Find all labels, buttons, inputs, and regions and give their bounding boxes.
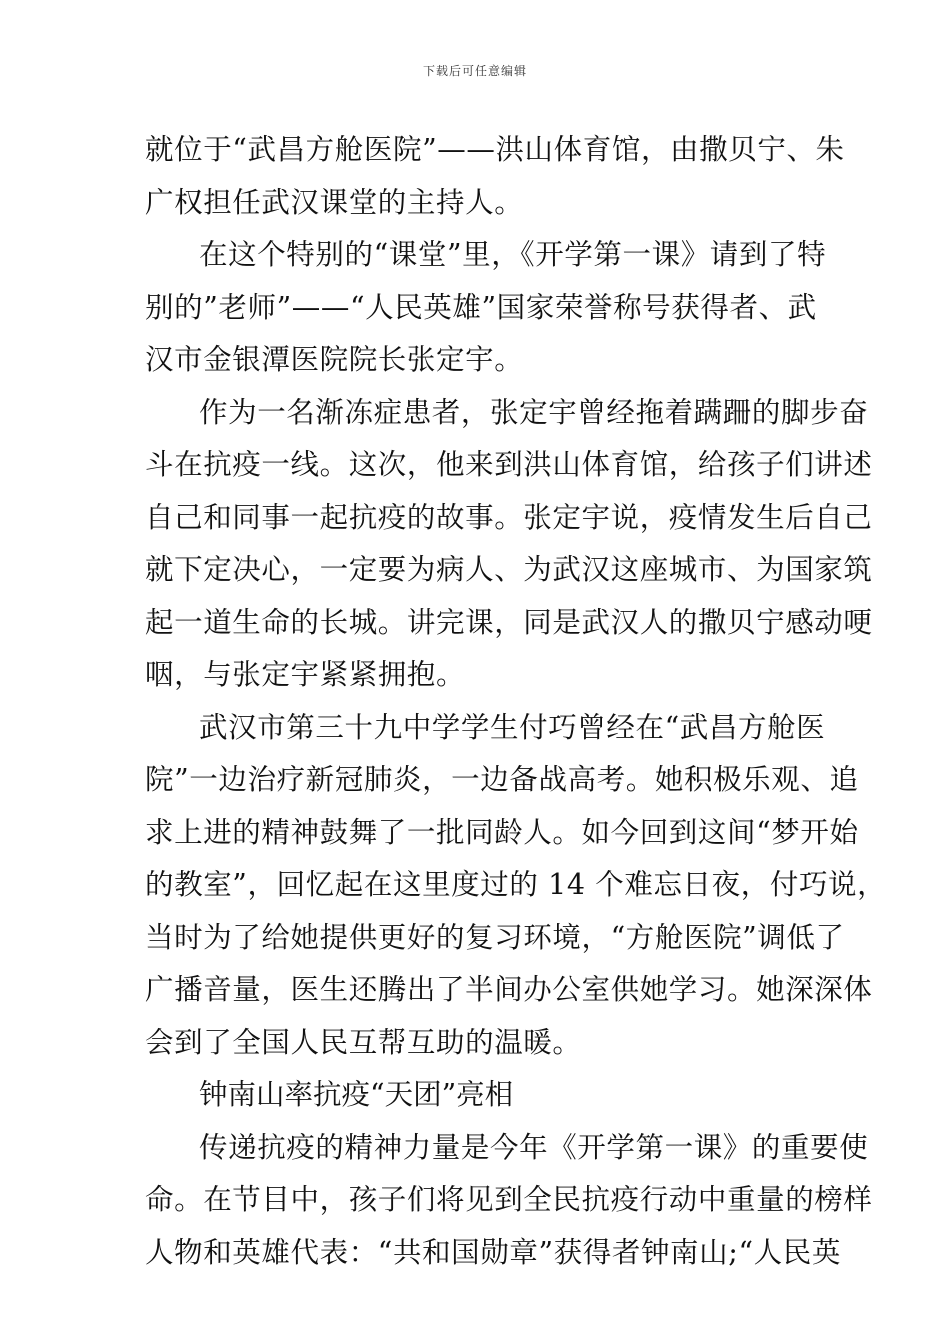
page-header: 下载后可任意编辑	[422, 64, 527, 78]
text-line: 广播音量，医生还腾出了半间办公室供她学习。她深深体	[145, 973, 873, 1006]
text-line: 传递抗疫的精神力量是今年《开学第一课》的重要使	[199, 1130, 869, 1164]
text-line: 在这个特别的“课堂”里，《开学第一课》请到了特	[199, 238, 827, 271]
text-line: 人物和英雄代表：“共和国勋章”获得者钟南山;“人民英	[145, 1235, 841, 1269]
text-line: 就下定决心，一定要为病人、为武汉这座城市、为国家筑	[145, 553, 873, 586]
text-line: 起一道生命的长城。讲完课，同是武汉人的撒贝宁感动哽	[145, 605, 873, 639]
text-line: 咽，与张定宇紧紧拥抱。	[145, 658, 466, 691]
text-line: 作为一名渐冻症患者，张定宇曾经拖着蹒跚的脚步奋	[199, 395, 869, 429]
text-line: 汉市金银潭医院院长张定宇。	[145, 343, 524, 376]
text-line: 的教室”，回忆起在这里度过的 14 个难忘日夜，付巧说，	[145, 868, 887, 901]
text-line: 斗在抗疫一线。这次，他来到洪山体育馆，给孩子们讲述	[145, 448, 873, 481]
text-line: 自己和同事一起抗疫的故事。张定宇说，疫情发生后自己	[145, 500, 873, 534]
text-line: 命。在节目中，孩子们将见到全民抗疫行动中重量的榜样	[145, 1183, 873, 1216]
text-line: 就位于“武昌方舱医院”——洪山体育馆，由撒贝宁、朱	[145, 133, 845, 166]
section-heading: 钟南山率抗疫“天团”亮相	[199, 1078, 514, 1111]
text-line: 广权担任武汉课堂的主持人。	[145, 185, 524, 219]
text-line: 武汉市第三十九中学学生付巧曾经在“武昌方舱医	[199, 710, 826, 744]
text-line: 会到了全国人民互帮互助的温暖。	[145, 1025, 582, 1059]
text-line: 当时为了给她提供更好的复习环境，“方舱医院”调低了	[145, 920, 845, 954]
text-line: 求上进的精神鼓舞了一批同龄人。如今回到这间“梦开始	[145, 815, 859, 849]
document-body	[145, 124, 887, 1279]
text-line: 别的”老师”——“人民英雄”国家荣誉称号获得者、武	[145, 290, 817, 324]
text-line: 院”一边治疗新冠肺炎，一边备战高考。她积极乐观、追	[145, 763, 859, 796]
